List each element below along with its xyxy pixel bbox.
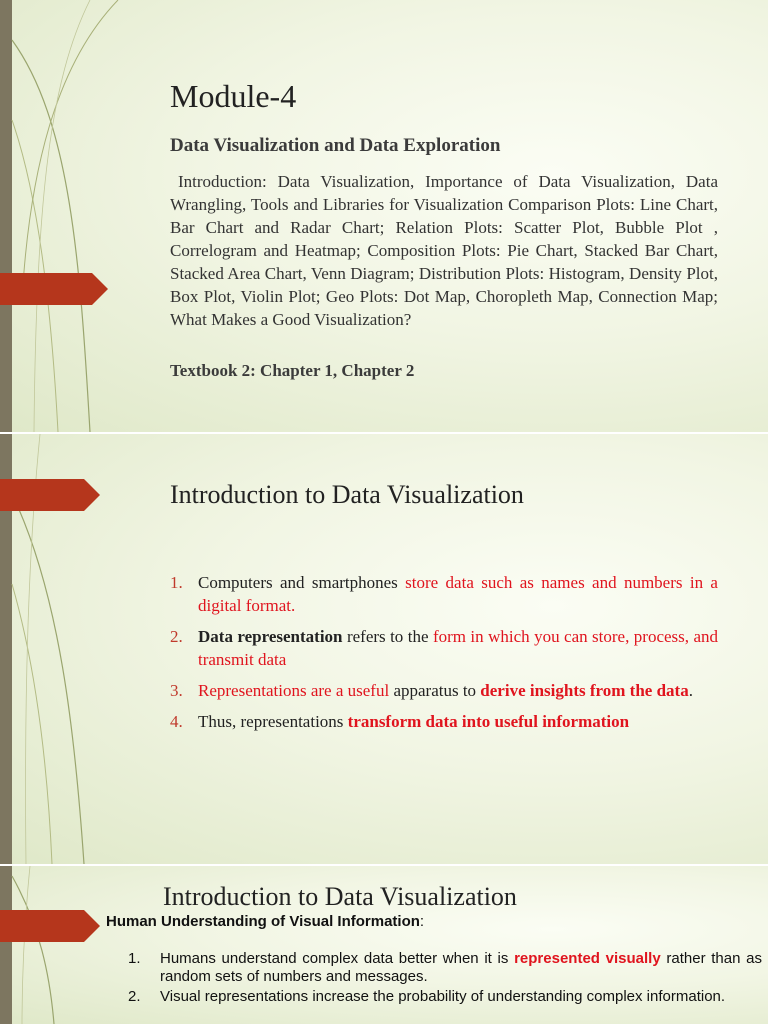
section-arrow-marker: [0, 910, 100, 942]
section-arrow-marker: [0, 479, 100, 511]
list-item: [170, 571, 718, 617]
slide-1: [0, 0, 768, 432]
item-text: Computers and smartphones: [198, 573, 406, 592]
syllabus-paragraph: Introduction: Data Visualization, Importance of Data Visualization, Data Wrangling, Tools and Libraries for Visualization Comparison Plots: Line Chart, Bar Chart and Radar Chart; Relation Plots: Scatter Plot, Bubble Plot , Correlogram and Heatmap; Composition Plots: Pie Chart, Stacked Bar Chart, Stacked Area Chart, Venn Diagram; Distribution Plots: Histogram, Density Plot, Box Plot, Violin Plot; Geo Plots: Dot Map, Choropleth Map, Connection Map; What Makes a Good Visualization?: [170, 172, 718, 329]
slide-title: Introduction to Data Visualization: [170, 480, 524, 509]
decorative-curves: [0, 866, 130, 1024]
slide-2: [0, 434, 768, 864]
item-text: Visual representations increase the probability of understanding complex information.: [160, 988, 726, 1005]
slide-title: Module-4: [170, 78, 297, 114]
points-list: [128, 950, 762, 1008]
item-text: rather than as random sets of numbers and messages.: [160, 950, 762, 985]
item-text: apparatus to: [389, 681, 481, 700]
list-item: [128, 950, 762, 986]
section-heading: [106, 913, 424, 930]
list-item: [128, 988, 762, 1006]
item-number: 1.: [170, 573, 183, 592]
item-text: .: [688, 681, 693, 700]
slide-title: Introduction to Data Visualization: [163, 882, 517, 911]
item-text: Thus, representations: [198, 712, 348, 731]
list-item: [170, 710, 718, 733]
section-heading-text: Human Understanding of Visual Information: [106, 913, 420, 930]
item-number: 2.: [128, 988, 141, 1005]
item-emphasis: derive insights from the data: [480, 681, 689, 700]
item-highlight: store data such as names and numbers in a digital format.: [198, 573, 718, 615]
section-arrow-marker: [0, 273, 108, 305]
item-highlight: form in which you can store, process, and transmit data: [198, 627, 718, 669]
item-highlight: Representations are a useful: [198, 681, 390, 700]
slide-3: [0, 866, 768, 1024]
item-number: 3.: [170, 681, 183, 700]
item-emphasis: represented visually: [514, 950, 661, 967]
item-emphasis: transform data into useful information: [347, 712, 630, 731]
item-number: 2.: [170, 627, 183, 646]
item-number: 1.: [128, 950, 141, 967]
item-text: refers to the: [342, 627, 433, 646]
textbook-reference: Textbook 2: Chapter 1, Chapter 2: [170, 361, 415, 380]
list-item: [170, 625, 718, 671]
item-text: Humans understand complex data better when it is: [160, 950, 515, 967]
slide-subtitle: Data Visualization and Data Exploration: [170, 135, 501, 156]
points-list: [170, 571, 718, 741]
item-term: Data representation: [198, 627, 343, 646]
section-heading-suffix: :: [419, 913, 425, 930]
decorative-curves: [0, 0, 130, 432]
item-number: 4.: [170, 712, 183, 731]
list-item: [170, 679, 718, 702]
